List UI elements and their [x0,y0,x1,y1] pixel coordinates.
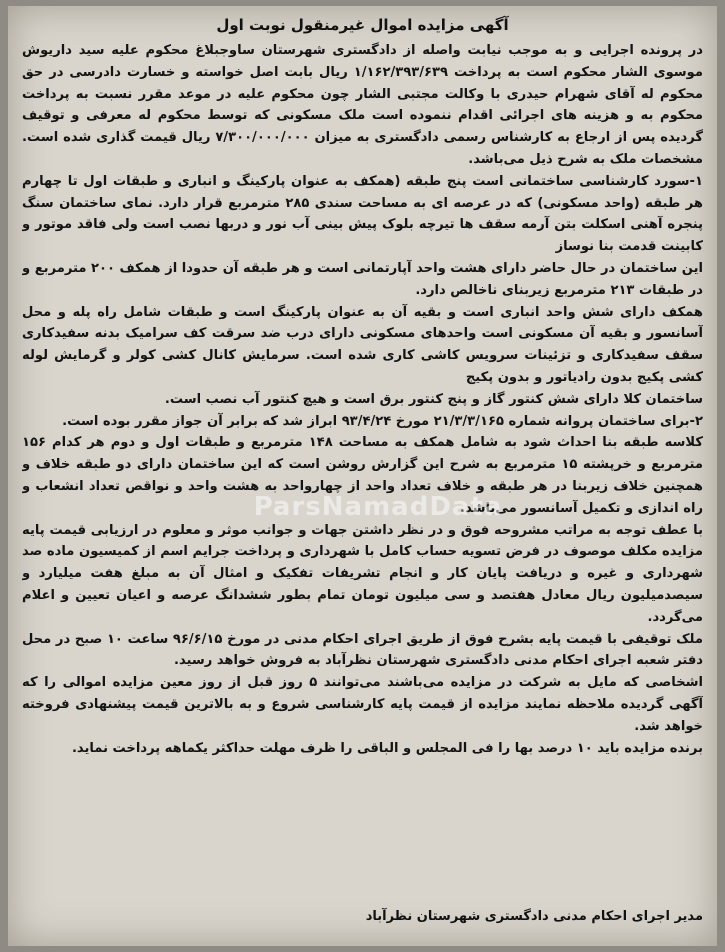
notice-title: آگهی مزایده اموال غیرمنقول نوبت اول [216,16,509,34]
watermark: ParsNamadData [253,492,503,522]
notice-body [22,40,703,900]
notice-paragraph: در پرونده اجرایی و به موجب نیابت واصله از دادگستری شهرستان ساوجبلاغ محکوم علیه سید داریوش موسوی الشار محکوم است به پرداخت ۱/۱۶۲/۳۹۳/۶۳۹ ریال بابت اصل خواسته و خسارت دادرسی در حق محکوم له آقای شهرام حیدری با وکالت مجتبی الشار چون محکوم علیه در موعد مقرر نسبت به پرداخت محکوم به و هزینه های اجرائی اقدام ننموده است ملک مسکونی که توسط محکوم له معرفی و توقیف گردیده پس از ارجاع به کارشناس رسمی دادگستری به میزان ۷/۳۰۰/۰۰۰/۰۰۰ ریال قیمت گذاری شده است. مشخصات ملک به شرح ذیل می‌باشد. [22,43,703,167]
notice-paragraph: ملک توقیفی با قیمت پایه بشرح فوق از طریق اجرای احکام مدنی در مورخ ۹۶/۶/۱۵ ساعت ۱۰ صبح در محل دفتر شعبه اجرای احکام مدنی دادگستری شهرستان نظرآباد به فروش خواهد رسید. [22,631,703,669]
notice-paragraph: برنده مزایده باید ۱۰ درصد بها را فی المجلس و الباقی را ظرف مهلت حداکثر یکماهه پرداخت نماید. [71,740,703,756]
notice-paragraph: ساختمان کلا دارای شش کنتور گاز و پنج کنتور برق است و هیچ کنتور آب نصب است. [164,391,703,407]
notice-paragraph: ۲-برای ساختمان پروانه شماره ۲۱/۳/۳/۱۶۵ مورخ ۹۳/۴/۲۴ ابراز شد که برابر آن جواز مقرر بوده است. [62,413,703,429]
notice-paragraph: با عطف توجه به مراتب مشروحه فوق و در نظر داشتن جهات و جوانب موثر و معلوم در ارزیابی قیمت پایه مزایده مکلف موصوف در فرض تسویه حساب کامل با شهرداری و پرداخت جرایم اسم از کمیسیون ماده صد شهرداری و غیره و دریافت پایان کار و انجام تشریفات تفکیک و امثال آن به مبلغ هفت میلیارد و سیصدمیلیون ریال معادل هفتصد و سی میلیون تومان تمام بطور ششدانگ عرصه و اعیان تعیین و اعلام می‌گردد. [22,522,703,625]
notice-paragraph: اشخاصی که مایل به شرکت در مزایده می‌باشند می‌توانند ۵ روز قبل از روز معین مزایده اموالی را که آگهی گردیده ملاحظه نمایند مزایده از قیمت پایه کارشناسی شروع و به بالاترین قیمت پیشنهادی فروخته خواهد شد. [22,675,703,734]
notice-paragraph: ۱-سورد کارشناسی ساختمانی است پنج طبقه (همکف به عنوان پارکینگ و انباری و طبقات اول تا چهارم هر طبقه (واحد مسکونی) که در عرصه ای به مساحت سندی ۲۸۵ مترمربع قرار دارد. نمای ساختمان سنگ پنجره آهنی اسکلت بتن آرمه سقف ها تیرچه بلوک پیش بینی آب نور و دربها نصب است ولی فاقد موتور و کابینت قدمت بنا نوساز [22,173,703,255]
notice-paragraph: این ساختمان در حال حاضر دارای هشت واحد آپارتمانی است و هر طبقه آن حدودا از همکف ۲۰۰ مترمربع و در طبقات ۲۱۳ مترمربع زیربنای ناخالص دارد. [22,260,703,298]
notice-paragraph: کلاسه طبقه بنا احداث شود به شامل همکف به مساحت ۱۴۸ مترمربع و طبقات اول و دوم هر کدام ۱۵۶ مترمربع و خرپشته ۱۵ مترمربع به شرح این گزارش روشن است که این ساختمان دارای دو طبقه خلاف و همچنین خلاف زیربنا در هر طبقه و خلاف تعداد واحد از چهارواحد به هشت واحد و نواقص تعداد انشعاب و راه اندازی و تکمیل آسانسور می‌باشد. [22,435,703,516]
notice-paragraph: همکف دارای شش واحد انباری است و بقیه آن به عنوان پارکینگ است و طبقات شامل راه پله و محل آسانسور و بقیه آن مسکونی است واحدهای مسکونی دارای درب ضد سرقت کف سرامیک بدنه سفیدکاری سقف سفیدکاری و تزئینات سرویس کاشی کاری شده است. سرمایش کانال کشی کولر و گرمایش لوله کشی پکیج بدون رادیاتور و بدون پکیج [22,304,703,385]
signature-line: مدیر اجرای احکام مدنی دادگستری شهرستان نظرآباد [365,909,703,924]
newspaper-clipping [8,6,717,946]
